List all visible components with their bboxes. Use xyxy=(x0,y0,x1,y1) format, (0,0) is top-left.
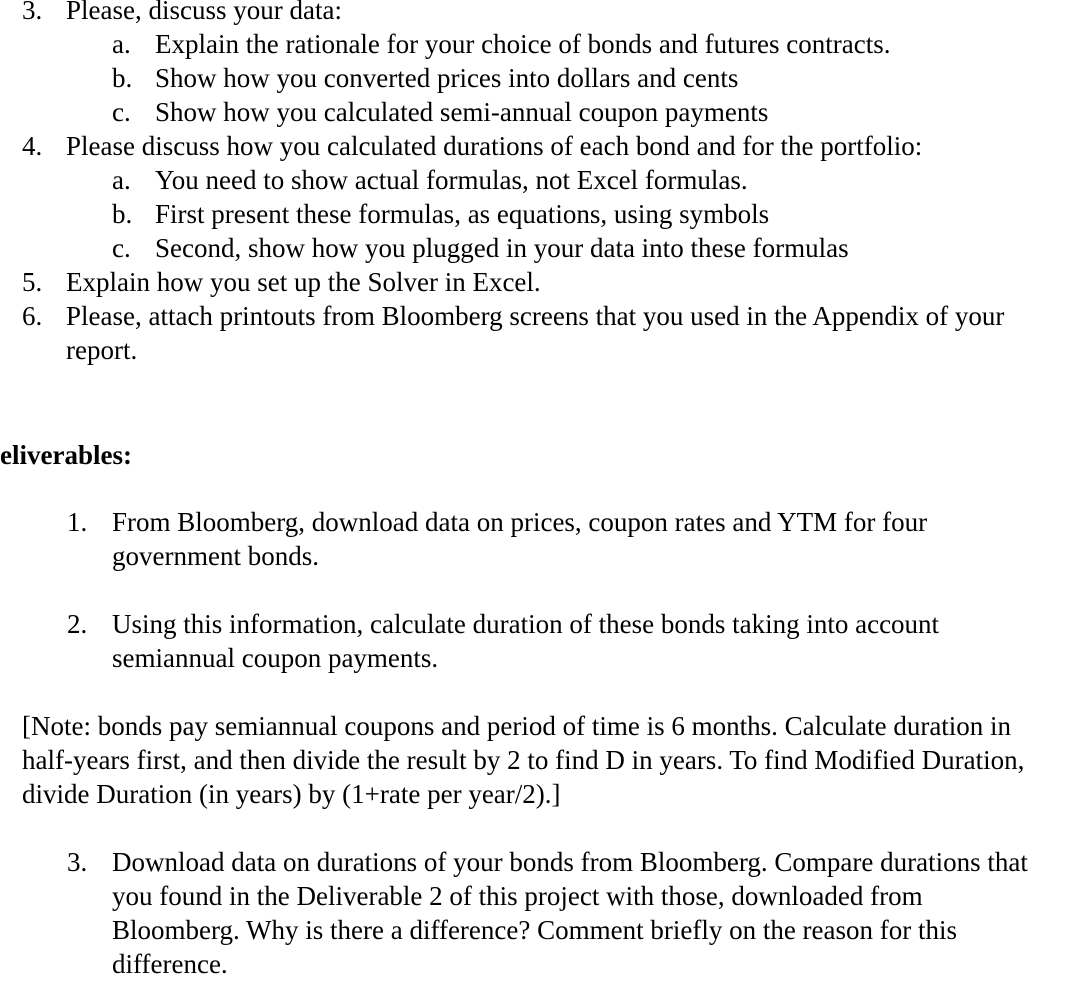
list-subitem-3c xyxy=(0,95,1080,129)
deliverables-list xyxy=(0,505,1080,981)
deliverable-item-2 xyxy=(0,607,1080,675)
list-item-text: Show how you calculated semi-annual coupon payments xyxy=(155,97,769,127)
list-item-text: Please, discuss your data: xyxy=(66,0,342,25)
list-item-text: Please, attach printouts from Bloomberg screens that you used in the Appendix of your report. xyxy=(66,301,1005,365)
instructions-list xyxy=(0,0,1080,367)
list-letter: b. xyxy=(112,63,133,93)
list-letter: c. xyxy=(112,97,131,127)
list-item-text: Explain the rationale for your choice of bonds and futures contracts. xyxy=(155,29,891,59)
list-number: 3. xyxy=(67,847,88,877)
list-number: 5. xyxy=(22,267,43,297)
list-subitem-4b xyxy=(0,197,1080,231)
list-item-text: From Bloomberg, download data on prices, coupon rates and YTM for four government bonds. xyxy=(112,507,928,571)
list-item-text: Second, show how you plugged in your data into these formulas xyxy=(155,233,849,263)
note-paragraph: [Note: bonds pay semiannual coupons and period of time is 6 months. Calculate duration in half-years first, and then divide the result by 2 to find D in years. To find Modified Duration, divide Duration (in years) by (1+rate per year/2).] xyxy=(22,711,1025,809)
list-subitem-3a xyxy=(0,27,1080,61)
list-item-4 xyxy=(0,129,1080,163)
list-letter: c. xyxy=(112,233,131,263)
list-item-3 xyxy=(0,0,1080,27)
list-letter: a. xyxy=(112,29,131,59)
list-item-5 xyxy=(0,265,1080,299)
list-number: 1. xyxy=(67,507,88,537)
list-number: 6. xyxy=(22,301,43,331)
list-item-text: Using this information, calculate duration of these bonds taking into account semiannual coupon payments. xyxy=(112,609,940,673)
deliverables-heading: eliverables: xyxy=(0,440,132,470)
deliverable-item-1 xyxy=(0,505,1080,573)
list-item-text: Show how you converted prices into dollars and cents xyxy=(155,63,739,93)
list-subitem-4a xyxy=(0,163,1080,197)
list-item-text: Explain how you set up the Solver in Excel. xyxy=(66,267,541,297)
list-number: 2. xyxy=(67,609,88,639)
deliverable-item-3 xyxy=(0,845,1080,981)
list-item-text: First present these formulas, as equations, using symbols xyxy=(155,199,770,229)
list-item-text: Download data on durations of your bonds from Bloomberg. Compare durations that you found in the Deliverable 2 of this project with those, downloaded from Bloomberg. Why is there a difference? Comment briefly on the reason for this difference. xyxy=(112,847,1028,979)
list-letter: b. xyxy=(112,199,133,229)
list-number: 4. xyxy=(22,131,43,161)
list-subitem-4c xyxy=(0,231,1080,265)
list-item-text: You need to show actual formulas, not Excel formulas. xyxy=(155,165,748,195)
list-item-text: Please discuss how you calculated durations of each bond and for the portfolio: xyxy=(66,131,923,161)
list-letter: a. xyxy=(112,165,131,195)
list-subitem-3b xyxy=(0,61,1080,95)
list-number: 3. xyxy=(22,0,43,25)
list-item-6 xyxy=(0,299,1080,367)
